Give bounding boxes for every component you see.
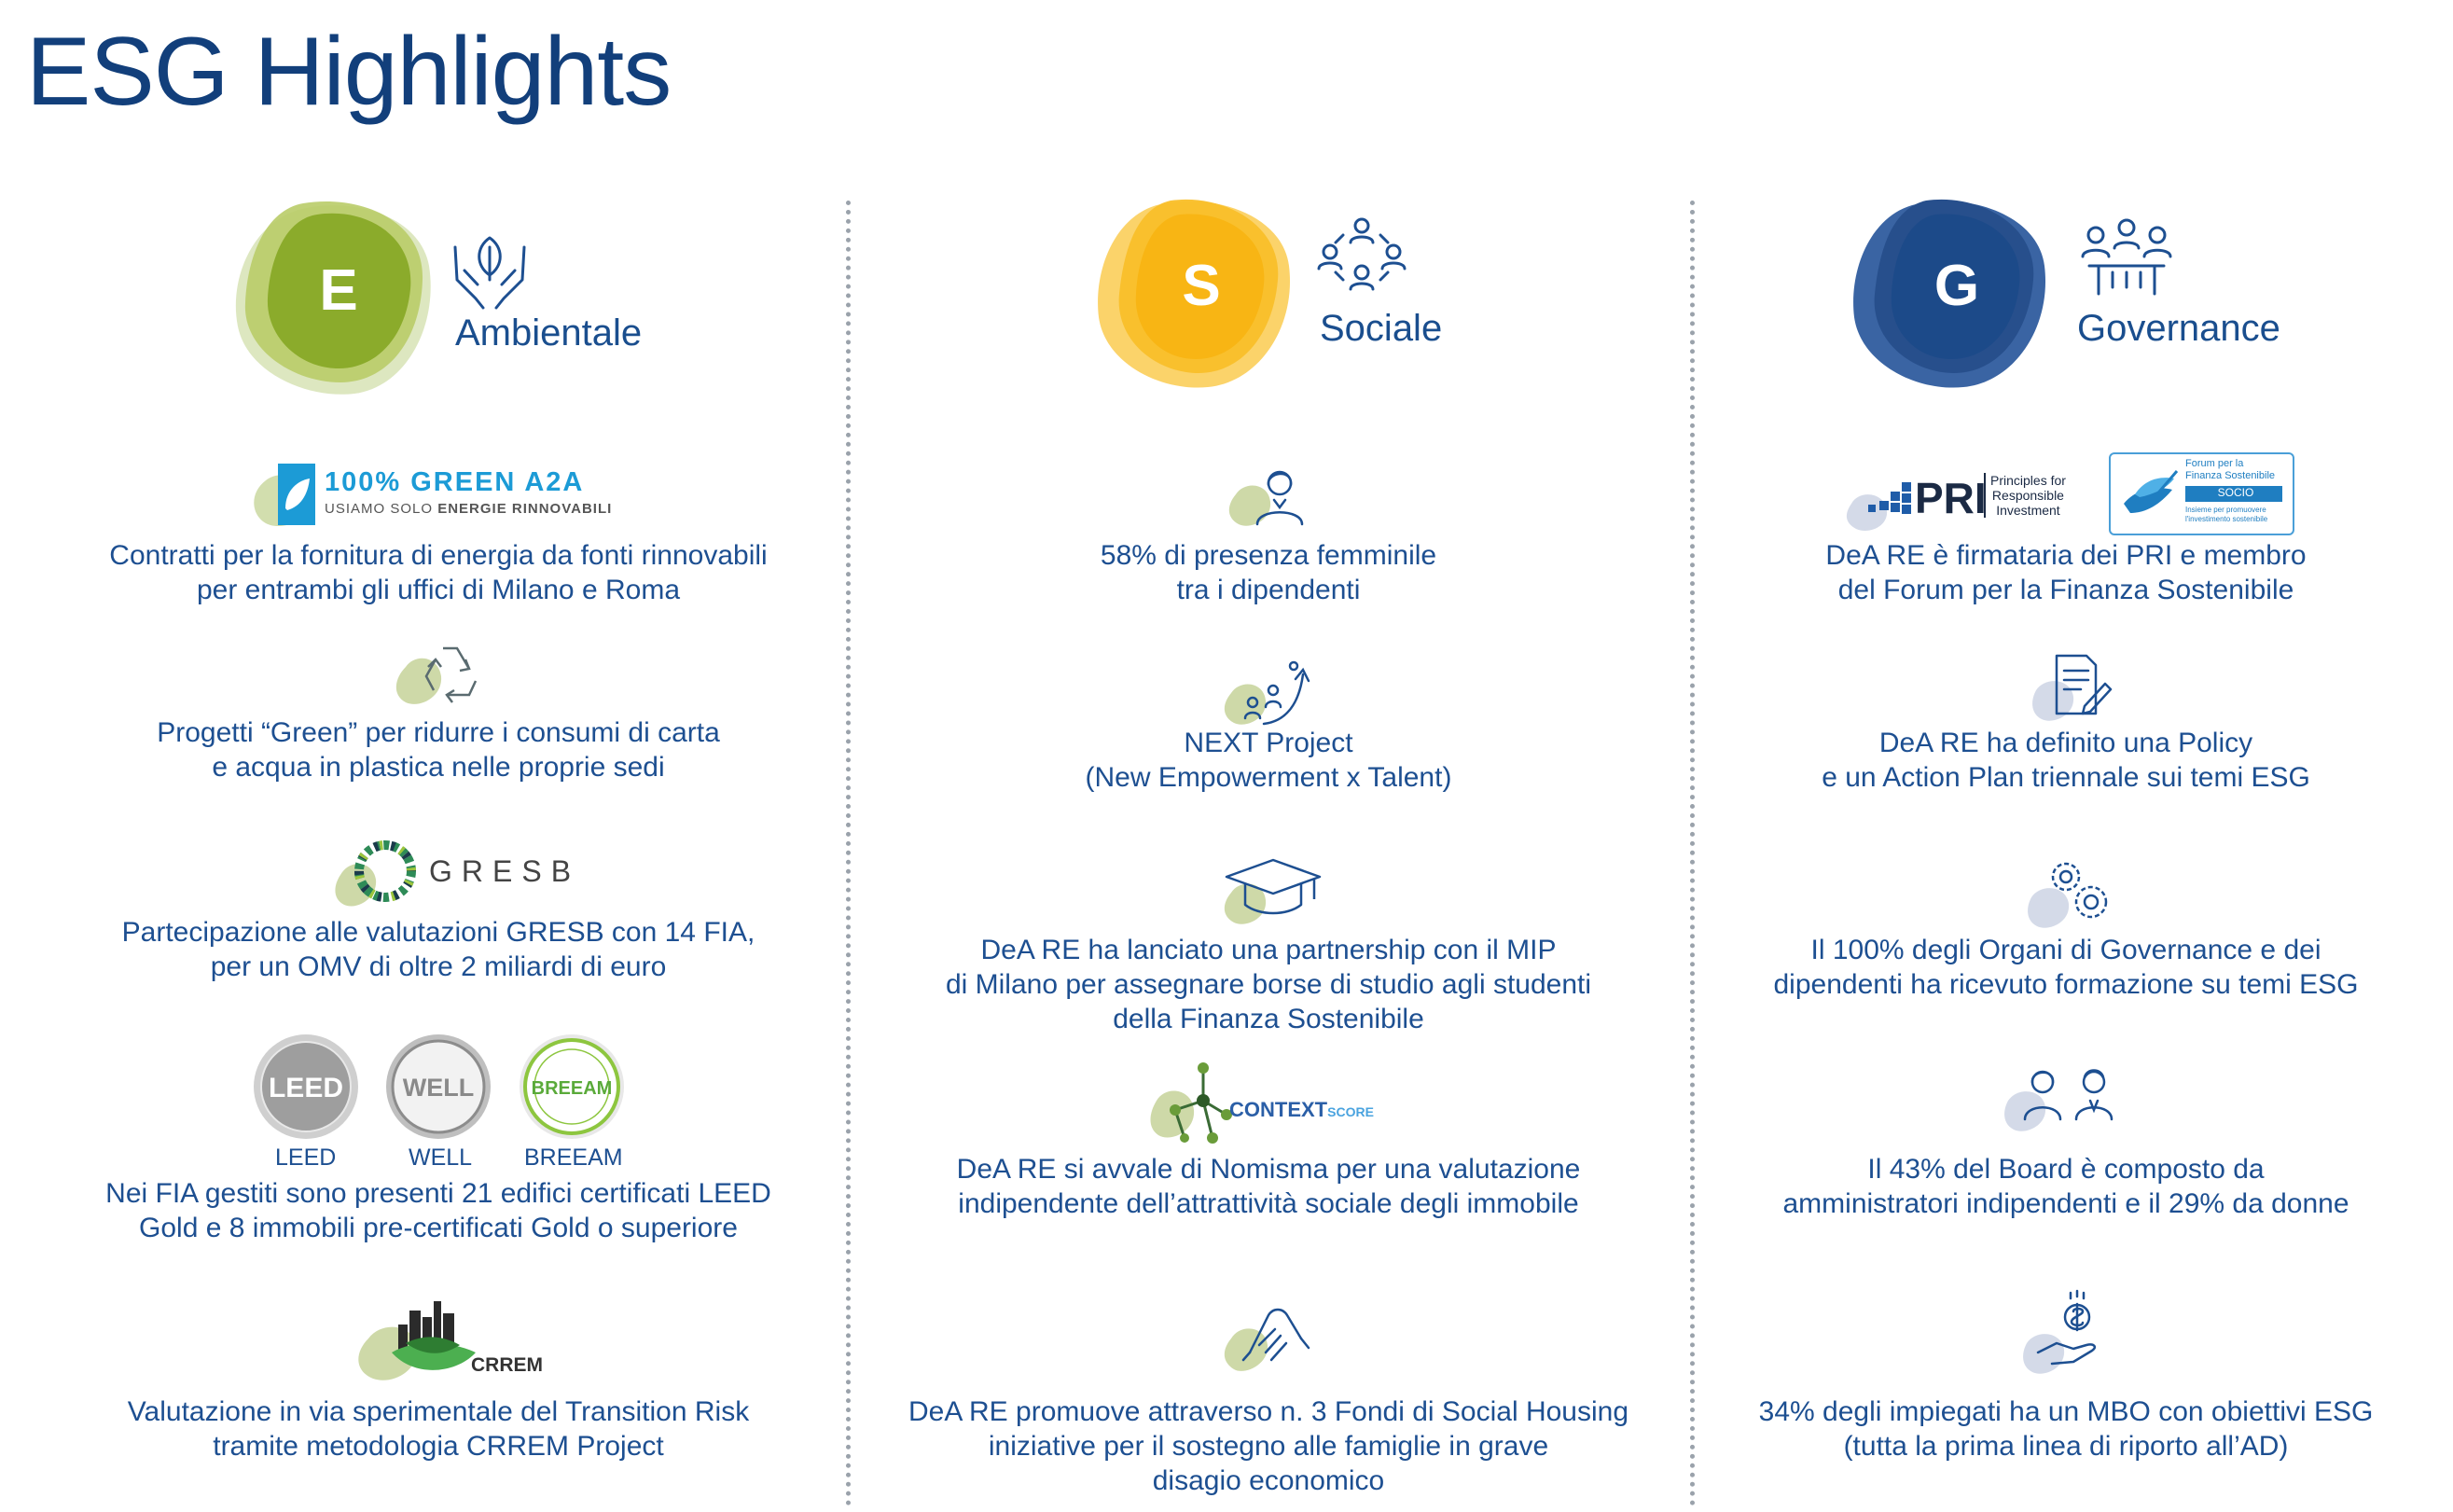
text-line: per un OMV di oltre 2 miliardi di euro: [210, 951, 667, 982]
text-line: dipendenti ha ricevuto formazione su temi ESG: [1773, 969, 2359, 1000]
environment-item-green-projects: [51, 639, 825, 798]
text-line: 58% di presenza femminile: [1100, 540, 1437, 571]
cert-label-breeam: BREEAM: [524, 1144, 623, 1171]
graduation-cap-icon: [1217, 851, 1329, 935]
context-logo-main: CONTEXT: [1229, 1098, 1328, 1121]
social-item-text: [881, 933, 1656, 1036]
crrem-logo: [350, 1287, 543, 1390]
environment-item-crrem: [51, 1287, 825, 1474]
text-line: amministratori indipendenti e il 29% da donne: [1782, 1188, 2349, 1219]
text-line: Progetti “Green” per ridurre i consumi di carta: [157, 717, 720, 748]
forum-logo-line4: l'investimento sostenibile: [2185, 515, 2268, 523]
hand-money-icon: [2019, 1287, 2122, 1380]
forum-logo-line3: Insieme per promuovere: [2185, 506, 2266, 514]
green-e-blob: [229, 196, 443, 401]
social-column: [881, 187, 1656, 1511]
social-item-women: [881, 452, 1656, 605]
governance-item-mbo: [1679, 1287, 2453, 1474]
hands-leaf-icon: [448, 229, 532, 312]
well-badge: [382, 1031, 494, 1143]
a2a-logo-line1: 100% GREEN A2A: [325, 467, 585, 497]
text-line: di Milano per assegnare borse di studio agli studenti: [945, 969, 1592, 1000]
environment-item-gresb: [51, 838, 825, 996]
people-network-icon: [1315, 215, 1408, 303]
text-line: DeA RE ha definito una Policy: [1878, 728, 2253, 758]
a2a-logo-line2-bold: ENERGIE RINNOVABILI: [437, 501, 613, 517]
growth-people-icon: [1217, 651, 1320, 730]
pillar-label-environment: Ambientale: [455, 312, 643, 354]
text-line: Gold e 8 immobili pre-certificati Gold o superiore: [139, 1213, 738, 1243]
pillar-label-governance: Governance: [2077, 308, 2280, 349]
text-line: Il 100% degli Organi di Governance e dei: [1810, 935, 2321, 965]
a2a-green-logo: [243, 462, 634, 532]
social-item-social-housing: [881, 1287, 1656, 1496]
pri-logo-sub: [1984, 473, 2066, 518]
text-line: della Finanza Sostenibile: [1113, 1004, 1424, 1034]
text-line: DeA RE promuove attraverso n. 3 Fondi di Social Housing: [908, 1396, 1629, 1427]
environment-item-renewable-energy: [51, 452, 825, 605]
pri-sub-line: Principles for: [1990, 473, 2066, 488]
environment-item-text: [51, 538, 825, 607]
navy-g-blob: [1847, 191, 2061, 396]
social-item-next-project: [881, 651, 1656, 810]
social-item-mip-partnership: [881, 851, 1656, 1037]
text-line: iniziative per il sostegno alle famiglie in grave: [988, 1431, 1549, 1462]
yellow-s-blob: [1091, 191, 1306, 396]
pillar-header-environment: [229, 196, 714, 420]
pri-sub-line: Responsible: [1991, 488, 2064, 503]
pri-sub-line: Investment: [1996, 503, 2060, 518]
governance-column: [1679, 187, 2453, 1511]
social-item-text: [881, 1394, 1656, 1498]
environment-item-text: [51, 1394, 825, 1463]
pillar-letter-g: G: [1933, 254, 1980, 318]
text-line: disagio economico: [1152, 1465, 1385, 1496]
text-line: Contratti per la fornitura di energia da fonti rinnovabili: [109, 540, 768, 571]
text-line: NEXT Project: [1184, 728, 1353, 758]
a2a-logo-line2-pre: USIAMO SOLO: [325, 501, 438, 517]
text-line: (tutta la prima linea di riporto all’AD): [1843, 1431, 2289, 1462]
pri-logo-main: PRI: [1915, 474, 1987, 522]
text-line: indipendente dell’attrattività sociale degli immobile: [958, 1188, 1579, 1219]
leed-badge: [250, 1031, 362, 1143]
document-pen-icon: [2029, 648, 2122, 728]
governance-item-policy: [1679, 648, 2453, 807]
text-line: e acqua in plastica nelle proprie sedi: [212, 752, 665, 783]
text-line: 34% degli impiegati ha un MBO con obiettivi ESG: [1758, 1396, 2374, 1427]
forum-logo-line1: Forum per la: [2185, 458, 2244, 469]
environment-item-text: [51, 915, 825, 984]
environment-item-text: [51, 1176, 825, 1245]
text-line: DeA RE si avvale di Nomisma per una valutazione: [956, 1154, 1581, 1185]
gresb-logo-text: GRESB: [429, 854, 581, 888]
context-logo-sub: SCORE: [1327, 1104, 1374, 1119]
board-members-icon: [2001, 1059, 2131, 1143]
gresb-logo: [331, 838, 581, 912]
forum-logo-line2: Finanza Sostenibile: [2185, 470, 2276, 481]
pri-squares-icon: [1842, 462, 1926, 532]
crrem-logo-text: CRREM: [471, 1354, 543, 1376]
social-item-nomisma: [881, 1059, 1656, 1245]
pillar-letter-s: S: [1182, 254, 1221, 318]
governance-item-text: [1679, 538, 2453, 607]
recycle-icon: [387, 639, 490, 714]
context-logo-text: [1229, 1098, 1374, 1122]
social-item-text: [881, 1152, 1656, 1221]
forum-finanza-sostenibile-logo: [2109, 452, 2294, 535]
pillar-header-governance: [1847, 191, 2332, 415]
text-line: Il 43% del Board è composto da: [1867, 1154, 2265, 1185]
page-title: ESG Highlights: [26, 18, 672, 126]
meeting-table-icon: [2075, 215, 2178, 303]
governance-item-text: [1679, 1152, 2453, 1221]
leed-badge-text: LEED: [268, 1073, 344, 1103]
text-line: e un Action Plan triennale sui temi ESG: [1822, 762, 2310, 793]
handshake-icon: [1217, 1287, 1320, 1380]
governance-item-text: [1679, 1394, 2453, 1463]
pillar-header-social: [1091, 191, 1576, 415]
text-line: Valutazione in via sperimentale del Transition Risk: [127, 1396, 750, 1427]
social-item-text: [881, 726, 1656, 795]
governance-item-text: [1679, 726, 2453, 795]
text-line: Partecipazione alle valutazioni GRESB con 14 FIA,: [121, 917, 755, 948]
woman-icon: [1222, 457, 1315, 532]
breeam-badge: [516, 1031, 628, 1143]
text-line: del Forum per la Finanza Sostenibile: [1837, 575, 2294, 605]
breeam-badge-text: BREEAM: [531, 1078, 613, 1099]
forum-socio-badge: SOCIO: [2185, 486, 2282, 502]
governance-item-board: [1679, 1059, 2453, 1245]
text-line: (New Empowerment x Talent): [1085, 762, 1452, 793]
molecule-icon: [1147, 1059, 1240, 1147]
social-item-text: [881, 538, 1656, 607]
gears-icon: [2024, 851, 2127, 935]
text-line: DeA RE è firmataria dei PRI e membro: [1825, 540, 2307, 571]
pillar-label-social: Sociale: [1320, 308, 1443, 349]
environment-item-text: [51, 715, 825, 784]
environment-column: [51, 187, 825, 1511]
text-line: tra i dipendenti: [1176, 575, 1361, 605]
text-line: per entrambi gli uffici di Milano e Roma: [196, 575, 680, 605]
governance-item-text: [1679, 933, 2453, 1002]
a2a-leaf-icon: [243, 462, 317, 532]
pri-logo: [1842, 462, 2094, 536]
gresb-wheel-icon: [331, 838, 415, 912]
governance-item-pri-forum: [1679, 452, 2453, 605]
well-badge-text: WELL: [402, 1074, 475, 1102]
forum-bird-icon: [2116, 462, 2186, 527]
context-score-logo: [1147, 1059, 1399, 1147]
a2a-logo-line2: [325, 501, 612, 517]
governance-item-training: [1679, 851, 2453, 1009]
text-line: tramite metodologia CRREM Project: [213, 1431, 664, 1462]
text-line: Nei FIA gestiti sono presenti 21 edifici certificati LEED: [105, 1178, 771, 1209]
cert-label-well: WELL: [409, 1144, 473, 1171]
pillar-letter-e: E: [319, 258, 358, 323]
cert-label-leed: LEED: [275, 1144, 337, 1171]
column-divider-left: [846, 201, 851, 1506]
text-line: DeA RE ha lanciato una partnership con il MIP: [980, 935, 1557, 965]
environment-item-certifications: [51, 1031, 825, 1259]
